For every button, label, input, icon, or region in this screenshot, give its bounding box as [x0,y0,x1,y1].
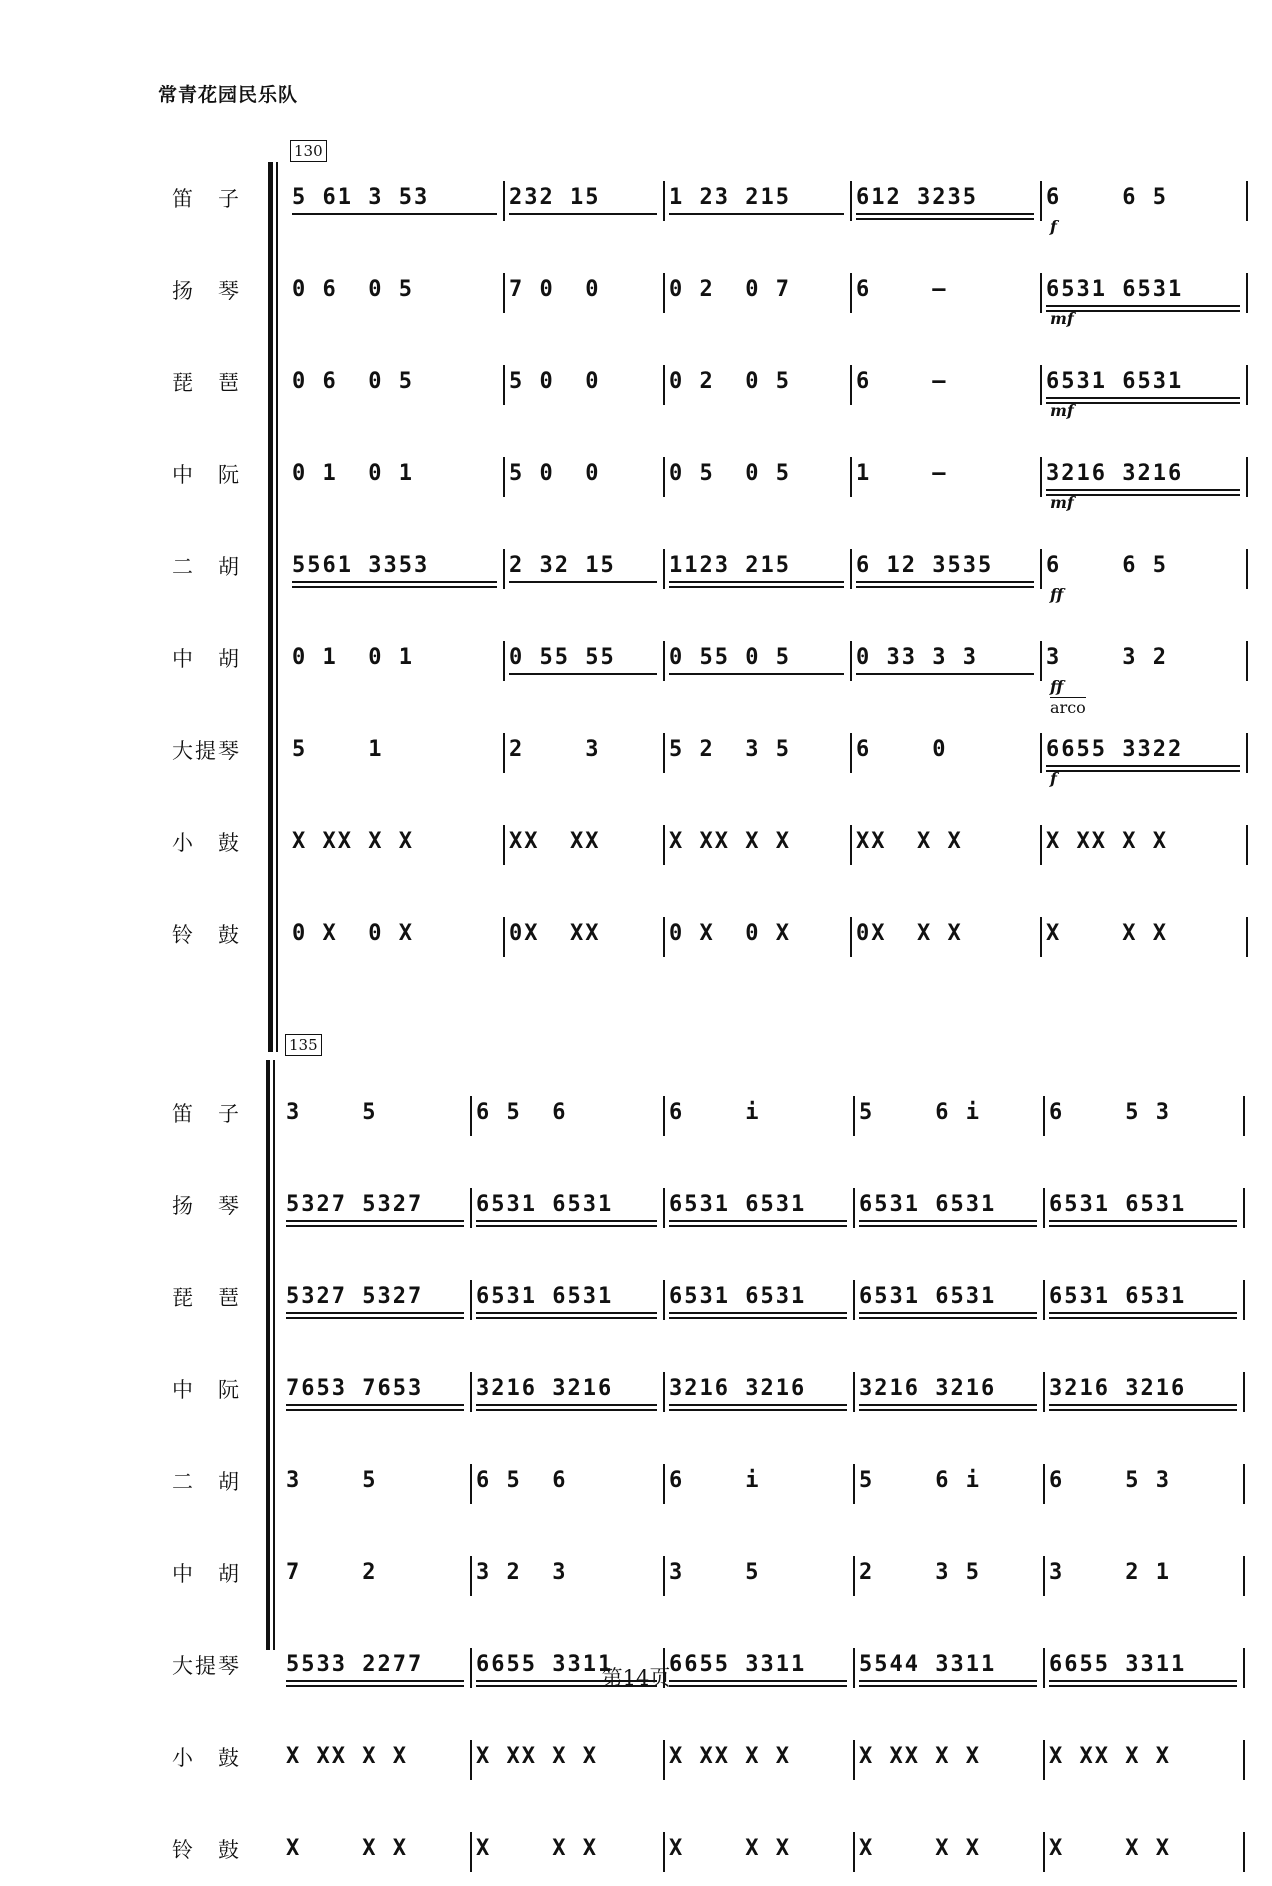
notation-text: 0 1 0 1 [292,645,414,670]
measure [288,175,505,235]
measure [665,451,852,511]
underline-beam [1046,489,1240,491]
notation-text: 2 32 15 [509,553,616,578]
notation-text: 3216 3216 [476,1376,614,1401]
measure [288,911,505,971]
underline-beam [669,1220,847,1222]
notation-text: 6531 6531 [859,1192,997,1217]
notation-text: 6531 6531 [669,1192,807,1217]
measure [852,451,1042,511]
underline-beam [292,581,497,583]
barline [1243,1188,1245,1228]
notation-text: 5544 3311 [859,1652,997,1677]
notation-text: XX XX [509,829,601,854]
notation-text: X X X [286,1836,408,1861]
underline-beam [669,586,844,588]
dynamic-marking: ff [1050,585,1064,604]
barline [1246,641,1248,681]
notation-text: 0 55 0 5 [669,645,791,670]
notation-text: 6531 6531 [1046,277,1184,302]
underline-beam [859,1225,1037,1227]
barline [1246,365,1248,405]
measure [665,1274,855,1334]
notation-text: X XX X X [292,829,414,854]
notation-text: 6 0 [856,737,948,762]
measure [1042,635,1248,717]
notation-text: 5327 5327 [286,1192,424,1217]
instrument-label: 琵 琶 [172,371,241,395]
notation-text: 0 6 0 5 [292,277,414,302]
underline-beam [1046,765,1240,767]
notation-text: 1 23 215 [669,185,791,210]
notation-text: 1123 215 [669,553,791,578]
measure [1045,1734,1245,1794]
measure [1042,267,1248,327]
notation-text: 3 5 [669,1560,761,1585]
barline [1246,917,1248,957]
instrument-label: 铃 鼓 [172,923,241,947]
measure [665,175,852,235]
notation-text: 0X XX [509,921,601,946]
notation-text: 5 0 0 [509,461,601,486]
barline [1243,1464,1245,1504]
underline-beam [1049,1404,1237,1406]
notation-text: 6 i [669,1468,761,1493]
system-bracket-line [273,1060,275,1650]
measure [665,635,852,695]
underline-beam [859,1317,1037,1319]
measure [855,1734,1045,1794]
underline-beam [1046,310,1240,312]
instrument-label: 中 阮 [172,1378,241,1402]
measure [665,819,852,879]
measure [665,1182,855,1242]
dynamic-marking: mf [1050,309,1074,328]
underline-beam [1046,770,1240,772]
measure-number: 135 [285,1034,322,1056]
measure [505,727,665,787]
underline-beam [669,1317,847,1319]
notation-text: 6531 6531 [1046,369,1184,394]
underline-beam [669,581,844,583]
measure [665,1366,855,1426]
measure [505,359,665,419]
notation-text: 5327 5327 [286,1284,424,1309]
measure [665,1734,855,1794]
underline-beam [856,673,1034,675]
measure [852,359,1042,419]
arco-marking: arco [1050,698,1086,717]
notation-text: 0 1 0 1 [292,461,414,486]
notation-text: 2 3 [509,737,601,762]
underline-beam [1049,1317,1237,1319]
measure [505,819,665,879]
dynamic-marking: f [1050,217,1057,236]
underline-beam [286,1409,464,1411]
measure [472,1734,665,1794]
barline [1246,457,1248,497]
notation-text: 6531 6531 [1049,1284,1187,1309]
measure [665,911,852,971]
notation-text: 3 3 2 [1046,645,1168,670]
underline-beam [292,586,497,588]
underline-beam [1049,1312,1237,1314]
notation-text: 6531 6531 [476,1192,614,1217]
measure [852,727,1042,787]
underline-beam [476,1404,657,1406]
measure [1045,1458,1245,1518]
barline [1243,1372,1245,1412]
notation-text: X XX X X [286,1744,408,1769]
measure [288,819,505,879]
measure [852,911,1042,971]
underline-beam [669,673,844,675]
underline-beam [1049,1409,1237,1411]
notation-text: X X X [669,1836,791,1861]
measure [852,819,1042,879]
notation-text: X XX X X [859,1744,981,1769]
measure [855,1826,1045,1886]
measure [282,1182,472,1242]
notation-text: 3 5 [286,1468,378,1493]
underline-beam [856,581,1034,583]
notation-text: 5 0 0 [509,369,601,394]
underline-beam [476,1220,657,1222]
underline-beam [669,213,844,215]
notation-text: 6 5 6 [476,1100,568,1125]
notation-text: 6531 6531 [859,1284,997,1309]
instrument-label: 琵 琶 [172,1286,241,1310]
notation-text: X XX X X [1046,829,1168,854]
measure [288,727,505,787]
barline [1246,549,1248,589]
underline-beam [1046,402,1240,404]
notation-text: 6655 3311 [1049,1652,1187,1677]
notation-text: 0 2 0 7 [669,277,791,302]
instrument-label: 笛 子 [172,187,241,211]
measure [282,1826,472,1886]
underline-beam [1049,1220,1237,1222]
measure [288,635,505,695]
notation-text: X X X [1046,921,1168,946]
notation-text: X X X [1049,1836,1171,1861]
dynamic-marking: mf [1050,401,1074,420]
measure [505,451,665,511]
measure [665,359,852,419]
measure [665,1550,855,1610]
measure [472,1550,665,1610]
notation-text: 6 5 3 [1049,1100,1171,1125]
notation-text: X XX X X [476,1744,598,1769]
notation-text: 1 – [856,461,948,486]
underline-beam [476,1317,657,1319]
notation-text: 6531 6531 [669,1284,807,1309]
notation-text: XX X X [856,829,963,854]
instrument-label: 扬 琴 [172,279,241,303]
measure [852,175,1042,235]
underline-beam [1049,1225,1237,1227]
notation-text: 0 X 0 X [292,921,414,946]
underline-beam [286,1312,464,1314]
measure [472,1366,665,1426]
measure [282,1550,472,1610]
notation-text: 3216 3216 [669,1376,807,1401]
measure [1042,175,1248,235]
measure [665,727,852,787]
measure [505,635,665,695]
notation-text: X XX X X [669,829,791,854]
notation-text: 5 2 3 5 [669,737,791,762]
measure [282,1734,472,1794]
notation-text: 7 2 [286,1560,378,1585]
measure [855,1274,1045,1334]
instrument-label: 小 鼓 [172,1746,241,1770]
measure [288,451,505,511]
measure [505,267,665,327]
instrument-label: 中 胡 [172,647,241,671]
underline-beam [669,1404,847,1406]
underline-beam [1046,305,1240,307]
notation-text: 0 55 55 [509,645,616,670]
measure [472,1274,665,1334]
underline-beam [286,1404,464,1406]
system-bracket [266,1060,270,1650]
notation-text: X XX X X [669,1744,791,1769]
underline-beam [286,1317,464,1319]
instrument-label: 二 胡 [172,555,241,579]
instrument-label: 铃 鼓 [172,1838,241,1862]
measure [1045,1366,1245,1426]
notation-text: 6655 3311 [476,1652,614,1677]
measure [855,1458,1045,1518]
notation-text: 5 6 i [859,1468,981,1493]
notation-text: 5 61 3 53 [292,185,430,210]
measure [1045,1826,1245,1886]
measure [1045,1274,1245,1334]
notation-text: 0 33 3 3 [856,645,978,670]
notation-text: 6531 6531 [1049,1192,1187,1217]
notation-text: 6 i [669,1100,761,1125]
notation-text: X X X [476,1836,598,1861]
measure [1045,1550,1245,1610]
notation-text: X X X [859,1836,981,1861]
notation-text: 3 2 3 [476,1560,568,1585]
notation-text: 6 5 3 [1049,1468,1171,1493]
instrument-label: 大提琴 [172,1654,241,1678]
measure [1042,543,1248,603]
underline-beam [292,213,497,215]
measure [472,1090,665,1150]
notation-text: 0X X X [856,921,963,946]
measure [472,1182,665,1242]
notation-text: 0 6 0 5 [292,369,414,394]
underline-beam [476,1312,657,1314]
underline-beam [509,213,657,215]
dynamic-marking: f [1050,769,1057,788]
barline [1243,1740,1245,1780]
measure [852,543,1042,603]
system-bracket-line [276,162,278,1052]
dynamic-marking: ff [1050,677,1064,696]
underline-beam [859,1312,1037,1314]
measure [665,543,852,603]
underline-beam [669,1409,847,1411]
underline-beam [1046,494,1240,496]
underline-beam [669,1225,847,1227]
measure [288,267,505,327]
instrument-label: 小 鼓 [172,831,241,855]
instrument-label: 扬 琴 [172,1194,241,1218]
notation-text: 3 5 [286,1100,378,1125]
measure [288,543,505,603]
instrument-label: 中 阮 [172,463,241,487]
notation-text: 232 15 [509,185,601,210]
notation-text: 5533 2277 [286,1652,424,1677]
underline-beam [509,673,657,675]
underline-beam [859,1220,1037,1222]
notation-text: 6531 6531 [476,1284,614,1309]
underline-beam [669,1312,847,1314]
measure-number: 130 [290,140,327,162]
measure [855,1550,1045,1610]
underline-beam [1046,397,1240,399]
measure [282,1366,472,1426]
notation-text: 3 2 1 [1049,1560,1171,1585]
measure [1045,1090,1245,1150]
measure [852,635,1042,695]
instrument-label: 大提琴 [172,739,241,763]
underline-beam [859,1404,1037,1406]
notation-text: 6 12 3535 [856,553,994,578]
notation-text: 0 5 0 5 [669,461,791,486]
underline-beam [856,213,1034,215]
notation-text: 0 X 0 X [669,921,791,946]
underline-beam [286,1220,464,1222]
notation-text: X XX X X [1049,1744,1171,1769]
notation-text: 6 5 6 [476,1468,568,1493]
instrument-label: 笛 子 [172,1102,241,1126]
barline [1243,1832,1245,1872]
notation-text: 0 2 0 5 [669,369,791,394]
measure [1042,911,1248,971]
underline-beam [476,1225,657,1227]
measure [282,1090,472,1150]
measure [505,543,665,603]
system-bracket [268,162,273,1052]
page-header: 常青花园民乐队 [158,84,299,106]
measure [505,175,665,235]
barline [1246,825,1248,865]
notation-text: 6 – [856,369,948,394]
measure [852,267,1042,327]
measure [472,1458,665,1518]
notation-text: 6 6 5 [1046,553,1168,578]
barline [1243,1280,1245,1320]
measure [855,1182,1045,1242]
notation-text: 3216 3216 [1046,461,1184,486]
barline [1243,1096,1245,1136]
measure [1042,819,1248,879]
underline-beam [509,581,657,583]
measure [1042,359,1248,419]
measure [282,1458,472,1518]
notation-text: 6 6 5 [1046,185,1168,210]
barline [1246,181,1248,221]
measure [1045,1182,1245,1242]
notation-text: 2 3 5 [859,1560,981,1585]
notation-text: 5 1 [292,737,384,762]
notation-text: 612 3235 [856,185,978,210]
measure [665,267,852,327]
notation-text: 6655 3311 [669,1652,807,1677]
notation-text: 7 0 0 [509,277,601,302]
underline-beam [856,218,1034,220]
notation-text: 6 – [856,277,948,302]
instrument-label: 中 胡 [172,1562,241,1586]
measure [472,1826,665,1886]
barline [1246,733,1248,773]
underline-beam [286,1225,464,1227]
measure [288,359,505,419]
notation-text: 3216 3216 [859,1376,997,1401]
underline-beam [859,1409,1037,1411]
notation-text: 7653 7653 [286,1376,424,1401]
instrument-label: 二 胡 [172,1470,241,1494]
barline [1243,1556,1245,1596]
measure [505,911,665,971]
measure [665,1458,855,1518]
notation-text: 6655 3322 [1046,737,1184,762]
dynamic-marking: mf [1050,493,1074,512]
underline-beam [476,1409,657,1411]
measure [855,1090,1045,1150]
underline-beam [856,586,1034,588]
barline [1246,273,1248,313]
notation-text: 5561 3353 [292,553,430,578]
measure [1042,727,1248,787]
notation-text: 5 6 i [859,1100,981,1125]
measure [665,1826,855,1886]
measure [855,1366,1045,1426]
measure [1042,451,1248,511]
page-number: 第14页 [601,1666,671,1690]
measure [665,1090,855,1150]
measure [282,1274,472,1334]
notation-text: 3216 3216 [1049,1376,1187,1401]
